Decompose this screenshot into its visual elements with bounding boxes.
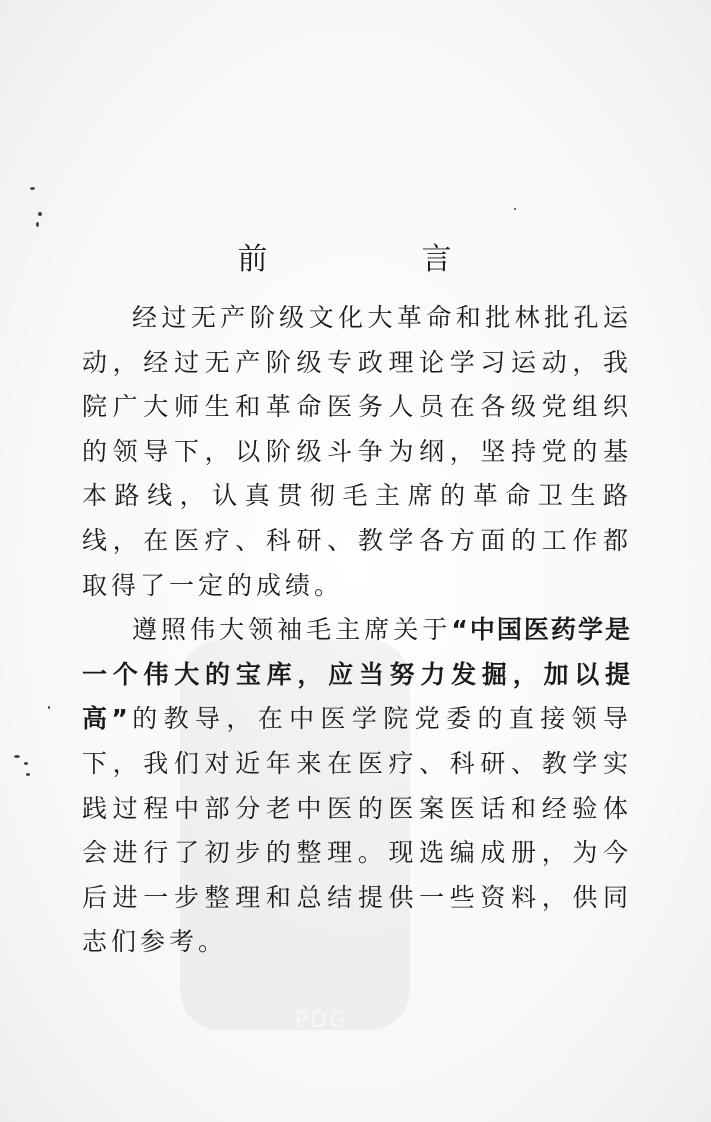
scan-speck (30, 187, 35, 190)
paragraph-2-rest: 的教导，在中医学院党委的直接领导下，我们对近年来在医疗、科研、教学实践过程中部分老中医的医案医话和经验体会进行了初步的整理。现选编成册，为今后进一步整理和总结提供一些资料，供同志们参考。 (82, 704, 632, 957)
preface-paragraph-2 (82, 608, 632, 965)
scan-speck (36, 222, 39, 227)
preface-paragraph-1: 经过无产阶级文化大革命和批林批孔运动，经过无产阶级专政理论学习运动，我院广大师生和革命医务人员在各级党组织的领导下，以阶级斗争为纲，坚持党的基本路线，认真贯彻毛主席的革命卫生路线，在医疗、科研、教学各方面的工作都取得了一定的成绩。 (82, 303, 632, 600)
scan-speck (14, 755, 20, 758)
watermark-text: PDG (295, 1008, 349, 1033)
mao-quote: “中国医药学是一个伟大的宝库，应当努力发掘，加以提高” (82, 615, 632, 734)
preface-body (82, 296, 632, 965)
scan-speck (24, 762, 28, 765)
paragraph-2-lead: 遵照伟大领袖毛主席关于 (132, 615, 452, 645)
scan-speck (26, 773, 30, 776)
scan-speck (514, 208, 516, 210)
scan-speck (48, 706, 50, 709)
scan-speck (38, 212, 42, 216)
page-title: 前 言 (237, 242, 514, 278)
